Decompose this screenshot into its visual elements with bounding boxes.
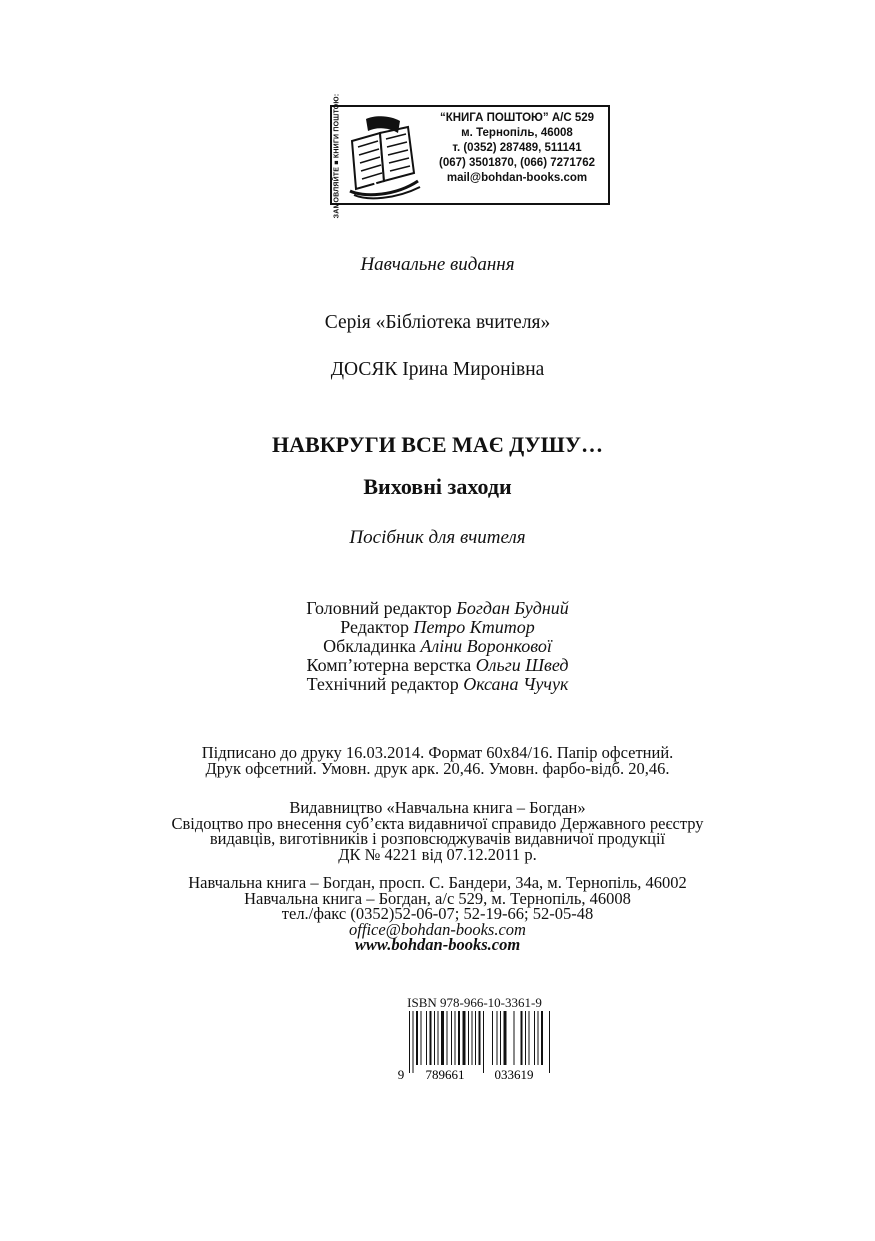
barcode-bar	[447, 1011, 448, 1065]
barcode-bar	[492, 1011, 493, 1065]
email-link[interactable]: office@bohdan-books.com	[349, 919, 526, 939]
credit-line: Технічний редактор Оксана Чучук	[306, 674, 569, 694]
barcode-bar	[479, 1011, 481, 1065]
barcode-bar	[504, 1011, 507, 1065]
barcode-graphic	[397, 1011, 552, 1081]
barcode-bar	[529, 1011, 530, 1065]
order-stamp	[330, 93, 610, 219]
publisher-line: видавців, виготівників і розповсюджувачів видавничої продукції	[209, 829, 666, 848]
barcode-bar	[434, 1011, 435, 1065]
publisher-line: Свідоцтво про внесення суб’єкта видавничої справидо Державного реєстру	[171, 813, 704, 833]
barcode-bar	[500, 1011, 501, 1065]
barcode-bar	[430, 1011, 432, 1065]
publisher-line: ДК № 4221 від 07.12.2011 р.	[338, 844, 537, 864]
credit-line: Редактор Петро Ктитор	[340, 617, 535, 637]
open-book-icon	[344, 111, 426, 201]
stamp-line: т. (0352) 287489, 511141	[452, 142, 582, 154]
print-info	[0, 745, 875, 776]
barcode-bar	[538, 1011, 539, 1065]
publisher-info	[0, 800, 875, 862]
barcode-digits: 9	[397, 1067, 405, 1081]
credits-block	[0, 599, 875, 694]
barcode-bar	[475, 1011, 476, 1065]
barcode-bar	[521, 1011, 523, 1065]
barcode-bar	[483, 1011, 484, 1073]
barcode-bar	[472, 1011, 473, 1065]
address-line: Навчальна книга – Богдан, просп. С. Бандери, 34а, м. Тернопіль, 46002	[188, 873, 687, 892]
barcode-bar	[451, 1011, 452, 1065]
barcode-bar	[549, 1011, 550, 1073]
barcode-bar	[413, 1011, 414, 1073]
book-title: НАВКРУГИ ВСЕ МАЄ ДУШУ…	[272, 432, 603, 457]
barcode-bar	[497, 1011, 498, 1065]
stamp-line: “КНИГА ПОШТОЮ” А/С 529	[439, 112, 595, 124]
isbn-barcode	[397, 995, 552, 1085]
isbn-number: ISBN 978-966-10-3361-9	[407, 995, 542, 1010]
barcode-bar	[455, 1011, 456, 1065]
barcode-digits: 789661	[425, 1067, 465, 1081]
barcode-bar	[438, 1011, 439, 1065]
address-line: тел./факс (0352)52-06-07; 52-19-66; 52-05-48	[281, 904, 594, 923]
barcode-bar	[426, 1011, 427, 1065]
credit-line: Комп’ютерна верстка Ольги Швед	[306, 655, 569, 675]
print-info-line: Підписано до друку 16.03.2014. Формат 60х84/16. Папір офсетний.	[201, 743, 674, 762]
publisher-line: Видавництво «Навчальна книга – Богдан»	[289, 798, 586, 817]
book-subtitle: Виховні заходи	[363, 474, 512, 499]
address-info	[0, 875, 875, 953]
stamp-contacts	[426, 111, 608, 186]
credit-line: Головний редактор Богдан Будний	[306, 598, 569, 618]
barcode-bar	[468, 1011, 469, 1065]
barcode-bar	[541, 1011, 543, 1065]
address-line: Навчальна книга – Богдан, а/с 529, м. Тернопіль, 46008	[244, 888, 631, 908]
print-info-line: Друк офсетний. Умовн. друк арк. 20,46. Умовн. фарбо-відб. 20,46.	[205, 758, 670, 778]
barcode-bar	[421, 1011, 422, 1065]
barcode-bar	[463, 1011, 466, 1065]
barcode-bar	[525, 1011, 526, 1065]
barcode-digits: 033619	[494, 1067, 534, 1081]
credit-line: Обкладинка Аліни Воронкової	[323, 636, 552, 656]
barcode-bar	[409, 1011, 410, 1073]
barcode-bar	[458, 1011, 460, 1065]
book-kind: Посібник для вчителя	[349, 527, 526, 548]
barcode-bar	[534, 1011, 535, 1065]
stamp-line: м. Тернопіль, 46008	[461, 127, 573, 139]
stamp-line: mail@bohdan-books.com	[446, 172, 588, 184]
stamp-side-label: ЗАМОВЛЯЙТЕ ■ КНИГИ ПОШТОЮ:	[333, 93, 341, 219]
stamp-line: (067) 3501870, (066) 7271762	[438, 157, 595, 169]
edition-type: Навчальне видання	[360, 254, 515, 275]
author-name: ДОСЯК Ірина Миронівна	[330, 359, 545, 380]
barcode-bar	[514, 1011, 515, 1065]
website-link[interactable]: www.bohdan-books.com	[354, 935, 521, 954]
barcode-bar	[441, 1011, 444, 1065]
series-name: Серія «Бібліотека вчителя»	[324, 312, 551, 333]
barcode-bar	[416, 1011, 418, 1065]
